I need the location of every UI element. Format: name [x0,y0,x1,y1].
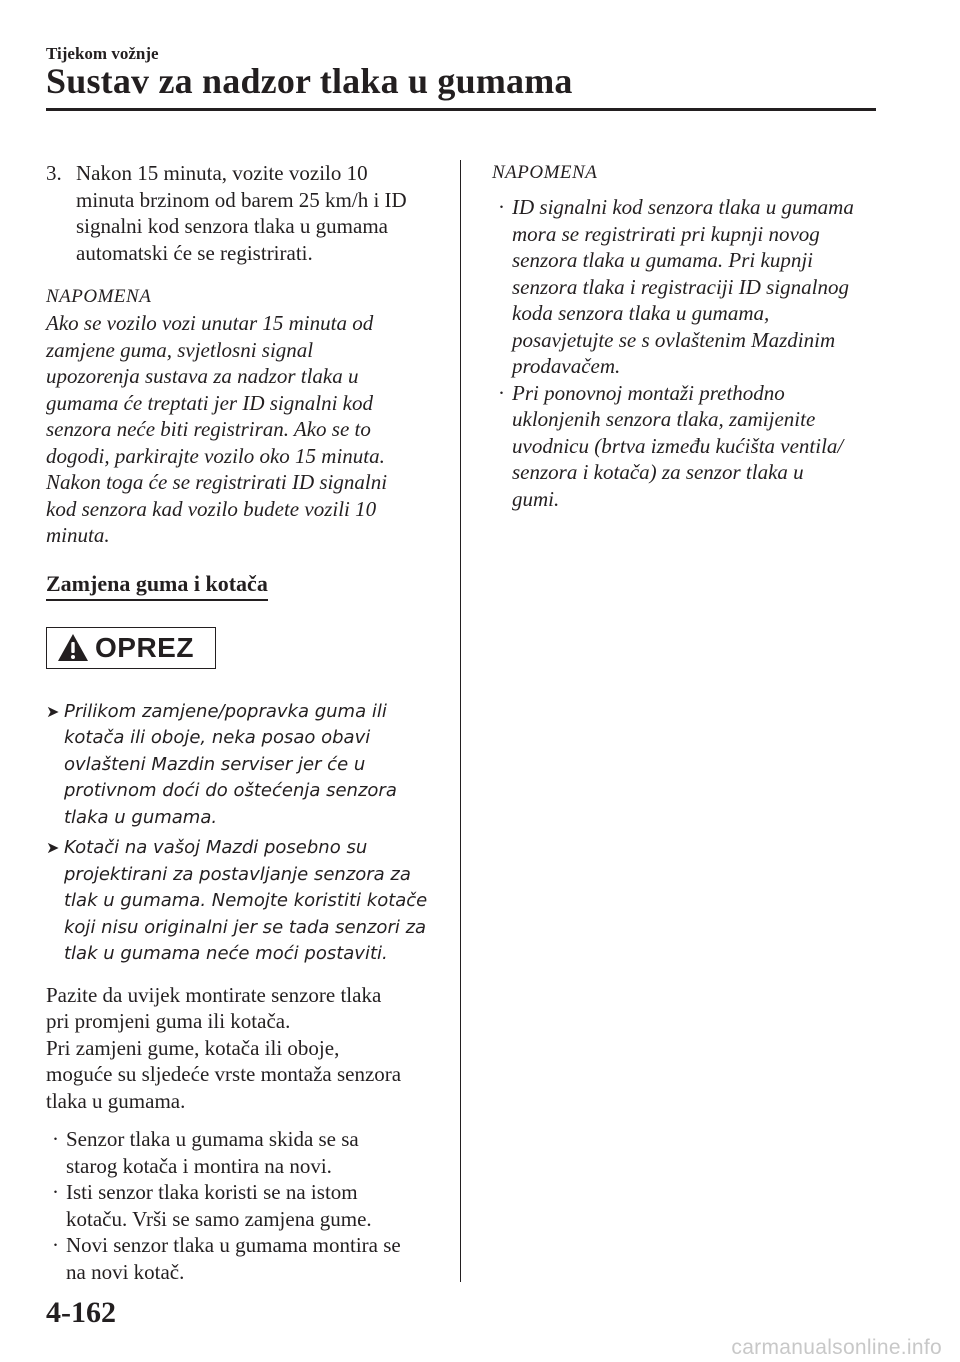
bullet-line: na novi kotač. [66,1259,185,1284]
list-item [46,1126,446,1179]
note-line: zamjene guma, svjetlosni signal [46,337,314,362]
note-line: minuta. [46,523,110,547]
bullet-line: Isti senzor tlaka koristi se na istom [66,1180,358,1204]
list-item [46,1232,446,1285]
column-divider [460,160,461,1282]
para-line: Pri zamjeni gume, kotača ili oboje, [46,1035,340,1060]
list-item-text [66,1179,372,1232]
para-line: Pazite da uvijek montirate senzore tlaka [46,982,382,1007]
note-line: Pri ponovnoj montaži prethodno [512,380,785,405]
list-item [492,194,882,380]
note-label: NAPOMENA [46,286,152,307]
caution-box [46,627,216,669]
note-line: prodavačem. [512,354,621,378]
bullet-dot: · [52,1233,59,1257]
note-line: mora se registrirati pri kupnji novog [512,221,820,246]
para-line: moguće su sljedeće vrste montaža senzora [46,1062,402,1086]
body-paragraph [46,982,446,1115]
note-bullet-list [492,194,882,512]
note-line: Nakon toga će se registrirati ID signalni [46,470,388,494]
caution-line: ovlašteni Mazdin serviser jer će u [64,753,366,775]
caution-line: Kotači na vašoj Mazdi posebno su [64,837,368,858]
step-text [76,160,446,266]
note-line: kod senzora kad vozilo budete vozili 10 [46,496,377,521]
caution-line: kotača ili oboje, neka posao obavi [64,727,371,748]
bullet-line: starog kotača i montira na novi. [66,1153,332,1178]
note-line: ID signalni kod senzora tlaka u gumama [512,195,854,219]
caution-item [46,699,446,832]
para-line: tlaka u gumama. [46,1088,186,1113]
page-title: Sustav za nadzor tlaka u gumama [46,61,573,101]
right-column [492,160,882,512]
watermark: carmanualsonline.info [731,1336,942,1359]
note-line: uvodnicu (brtva između kućišta ventila/ [512,433,844,458]
caution-line: Prilikom zamjene/popravka guma ili [64,700,387,722]
bullet-line: kotaču. Vrši se samo zamjena gume. [66,1206,372,1231]
caution-item-text [64,699,397,832]
bullet-list [46,1126,446,1285]
bullet-dot: · [52,1127,59,1151]
note-line: gumama će treptati jer ID signalni kod [46,390,374,415]
bullet-dot: · [498,195,505,219]
list-item-text [512,194,854,380]
caution-line: tlak u gumama neće moći postaviti. [64,943,388,964]
note-line: uklonjenih senzora tlaka, zamijenite [512,407,816,431]
caution-label: OPREZ [95,631,194,663]
bullet-dot: · [52,1180,59,1204]
note-line: senzora tlaka i registraciji ID signalnog [512,274,849,299]
caution-line: projektirani za postavljanje senzora za [64,863,411,885]
step-line: automatski će se registrirati. [76,240,313,265]
list-item [492,380,882,513]
note-line: upozorenja sustava za nadzor tlaka u [46,364,359,388]
bullet-dot: · [498,380,505,405]
note-line: senzora i kotača) za senzor tlaka u [512,460,804,484]
note-line: senzora tlaka u gumama. Pri kupnji [512,248,813,272]
arrow-icon: ➤ [46,838,60,857]
note-line: koda senzora tlaka u gumama, [512,301,770,325]
page-number: 4-162 [46,1296,116,1329]
header-section-label: Tijekom vožnje [46,44,159,63]
subheading: Zamjena guma i kotača [46,571,268,601]
header-rule [46,108,876,111]
caution-line: tlak u gumama. Nemojte koristiti kotače [64,890,428,911]
caution-line: protivnom doći do oštećenja senzora [64,780,397,801]
left-column [46,160,446,1285]
list-item-text [66,1232,401,1285]
note-body [46,310,446,549]
list-item [46,1179,446,1232]
note-line: dogodi, parkirajte vozilo oko 15 minuta. [46,443,385,468]
step-line: Nakon 15 minuta, vozite vozilo 10 [76,161,368,185]
note-line: Ako se vozilo vozi unutar 15 minuta od [46,311,374,335]
step-3 [46,160,446,266]
caution-item-text [64,835,427,968]
note-line: gumi. [512,486,560,511]
caution-line: tlaka u gumama. [64,806,218,828]
caution-item [46,835,446,968]
step-line: signalni kod senzora tlaka u gumama [76,214,388,238]
step-line: minuta brzinom od barem 25 km/h i ID [76,187,407,212]
note-line: senzora neće biti registriran. Ako se to [46,417,371,441]
caution-list [46,699,446,968]
arrow-icon: ➤ [46,701,60,721]
note-label: NAPOMENA [492,162,598,183]
step-number: 3. [46,161,62,185]
list-item-text [512,380,843,513]
note-line: posavjetujte se s ovlaštenim Mazdinim [512,327,836,352]
list-item-text [66,1126,359,1179]
caution-line: koji nisu originalni jer se tada senzori za [64,916,427,938]
para-line: pri promjeni guma ili kotača. [46,1009,291,1033]
bullet-line: Novi senzor tlaka u gumama montira se [66,1233,401,1257]
warning-triangle-icon [57,633,89,662]
bullet-line: Senzor tlaka u gumama skida se sa [66,1127,359,1151]
